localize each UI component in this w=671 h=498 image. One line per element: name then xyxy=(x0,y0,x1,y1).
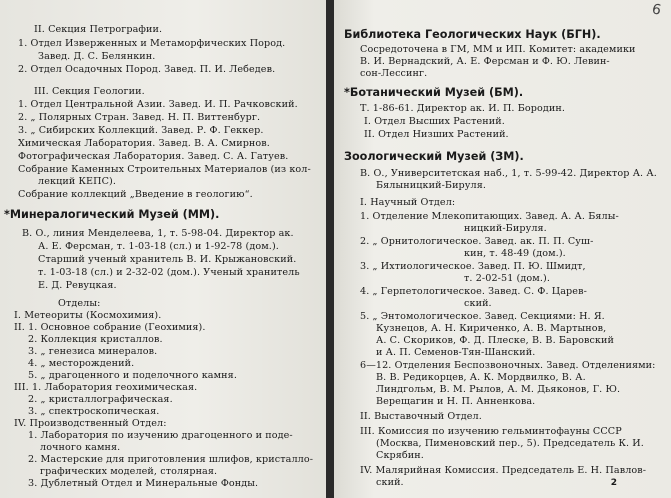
page-number: 2 xyxy=(610,478,617,488)
line-malaria-cont: ский. xyxy=(376,477,404,488)
line-geochem-lab: III. 1. Лаборатория геохимическая. xyxy=(14,382,198,393)
line-igneous-dept: 1. Отдел Изверженных и Метаморфических Пород. xyxy=(18,38,286,49)
line-herpetology: 4. „ Герпетологическое. Завед. С. Ф. Царев- xyxy=(360,286,587,297)
line-invertebrates: 6—12. Отделения Беспозвоночных. Завед. Отделениями: xyxy=(360,360,656,371)
line-bm-director: Т. 1-86-61. Директор ак. И. П. Бородин. xyxy=(360,103,566,114)
line-entomology-cont3: и А. П. Семенов-Тян-Шанский. xyxy=(376,347,536,358)
line-mm-fersman: А. Е. Ферсман, т. 1-03-18 (сл.) и 1-92-78 (дом.). xyxy=(38,241,279,252)
line-entomology-cont2: А. С. Скориков, Ф. Д. Плеске, В. В. Баровский xyxy=(376,335,615,346)
line-exhibition-dept: II. Выставочный Отдел. xyxy=(360,411,482,422)
heading-text: Минералогический Музей (ММ). xyxy=(9,208,220,221)
heading-zoological-museum: Зоологический Музей (ЗМ). xyxy=(344,150,524,163)
line-invertebrates-cont2: Линдгольм, В. М. Рылов, А. М. Дьяконов, Г. Ю. xyxy=(376,384,621,395)
heading-geology-library: Библиотека Геологических Наук (БГН). xyxy=(344,28,601,41)
line-mm-address: В. О., линия Менделеева, 1, т. 5-98-04. Директор ак. xyxy=(22,228,294,239)
asterisk-marker: * xyxy=(4,208,10,221)
line-departments: Отделы: xyxy=(58,298,101,309)
line-workshops: 2. Мастерские для приготовления шлифов, кристалло- xyxy=(28,454,314,465)
line-spectroscopic: 3. „ спектроскопическая. xyxy=(28,406,160,417)
line-mm-revutskaya: Е. Д. Ревуцкая. xyxy=(38,280,117,291)
line-helminth-commission: III. Комиссия по изучению гельминтофауны СССР xyxy=(360,426,622,437)
line-entomology-cont1: Кузнецов, А. Н. Кириченко, А. В. Мартынов, xyxy=(376,323,607,334)
line-entomology: 5. „ Энтомологическое. Завед. Секциями: Н. Я. xyxy=(360,311,605,322)
section-geology: III. Секция Геологии. xyxy=(34,86,145,97)
line-meteorites: I. Метеориты (Космохимия). xyxy=(14,310,162,321)
line-gem-lab: 1. Лаборатория по изучению драгоценного и поде- xyxy=(28,430,293,441)
line-zm-director: Бялыницкий-Бируля. xyxy=(376,180,487,191)
line-genesis: 3. „ генезиса минералов. xyxy=(28,346,158,357)
line-sedimentary-dept: 2. Отдел Осадочных Пород. Завед. П. И. Лебедев. xyxy=(18,64,276,75)
section-petrography: II. Секция Петрографии. xyxy=(34,24,163,35)
line-ichthyology: 3. „ Ихтиологическое. Завед. П. Ю. Шмидт, xyxy=(360,261,586,272)
line-herpetology-cont: ский. xyxy=(464,298,492,309)
line-chem-lab: Химическая Лаборатория. Завед. В. А. Смирнов. xyxy=(18,138,270,149)
line-gemstones: 5. „ драгоценного и поделочного камня. xyxy=(28,370,237,381)
handwritten-page-mark: 6 xyxy=(650,1,663,19)
line-workshops-cont: графических моделей, столярная. xyxy=(40,466,218,477)
asterisk-marker: * xyxy=(344,86,350,99)
line-production-dept: IV. Производственный Отдел: xyxy=(14,418,167,429)
heading-mineralogical-museum xyxy=(4,208,219,221)
line-central-asia: 1. Отдел Центральной Азии. Завед. И. П. Рачковский. xyxy=(18,99,298,110)
line-ichthyology-cont: т. 2-02-51 (дом.). xyxy=(464,273,550,284)
heading-text: Ботанический Музей (БМ). xyxy=(349,86,524,99)
line-ornithology: 2. „ Орнитологическое. Завед. ак. П. П. Суш- xyxy=(360,236,594,247)
line-mm-senior-keeper: Старший ученый хранитель В. И. Крыжановский. xyxy=(38,254,297,265)
book-gutter xyxy=(326,0,334,498)
line-intro-geology: Собрание коллекций „Введение в геологию“. xyxy=(18,189,253,200)
line-scientific-dept: I. Научный Отдел: xyxy=(360,197,456,208)
line-mm-keeper-phone: т. 1-03-18 (сл.) и 2-32-02 (дом.). Ученый хранитель xyxy=(38,267,300,278)
line-bm-higher-plants: I. Отдел Высших Растений. xyxy=(364,116,505,127)
line-helminth-cont1: (Москва, Пименовский пер., 5). Председатель К. И. xyxy=(376,438,644,449)
line-duplicate-dept: 3. Дублетный Отдел и Минеральные Фонды. xyxy=(28,478,259,489)
left-page xyxy=(0,0,326,498)
line-bgn-location: Сосредоточена в ГМ, ММ и ИП. Комитет: академики xyxy=(360,44,636,55)
line-building-materials: Собрание Каменных Строительных Материалов (из кол- xyxy=(18,164,311,175)
line-mammals-cont: ницкий-Бируля. xyxy=(464,223,547,234)
line-crystallographic: 2. „ кристаллографическая. xyxy=(28,394,173,405)
line-gem-lab-cont: лочного камня. xyxy=(40,442,121,453)
right-page xyxy=(334,0,671,498)
line-igneous-head: Завед. Д. С. Белянкин. xyxy=(38,51,156,62)
line-main-collection: II. 1. Основное собрание (Геохимия). xyxy=(14,322,206,333)
heading-botanical-museum xyxy=(344,86,523,99)
line-malaria-commission: IV. Малярийная Комиссия. Председатель Е. Н. Павлов- xyxy=(360,465,647,476)
line-bgn-committee-cont: сон-Лессинг. xyxy=(360,68,428,79)
line-zm-address: В. О., Университетская наб., 1, т. 5-99-42. Директор А. А. xyxy=(360,168,657,179)
line-keps: лекций КЕПС). xyxy=(38,176,117,187)
line-bm-lower-plants: II. Отдел Низших Растений. xyxy=(364,129,509,140)
line-invertebrates-cont1: В. В. Редикорцев, А. К. Мордвилко, В. А. xyxy=(376,372,586,383)
line-photo-lab: Фотографическая Лаборатория. Завед. С. А. Гатуев. xyxy=(18,151,289,162)
line-mammals: 1. Отделение Млекопитающих. Завед. А. А. Бялы- xyxy=(360,211,619,222)
line-siberian: 3. „ Сибирских Коллекций. Завед. Р. Ф. Геккер. xyxy=(18,125,264,136)
line-invertebrates-cont3: Верещагин и Н. П. Анненкова. xyxy=(376,396,536,407)
line-polar: 2. „ Полярных Стран. Завед. Н. П. Виттенбург. xyxy=(18,112,261,123)
line-deposits: 4. „ месторождений. xyxy=(28,358,135,369)
line-ornithology-cont: кин, т. 48-49 (дом.). xyxy=(464,248,566,259)
line-helminth-cont2: Скрябин. xyxy=(376,450,424,461)
line-crystals: 2. Коллекция кристаллов. xyxy=(28,334,163,345)
line-bgn-committee: В. И. Вернадский, А. Е. Ферсман и Ф. Ю. Левин- xyxy=(360,56,610,67)
